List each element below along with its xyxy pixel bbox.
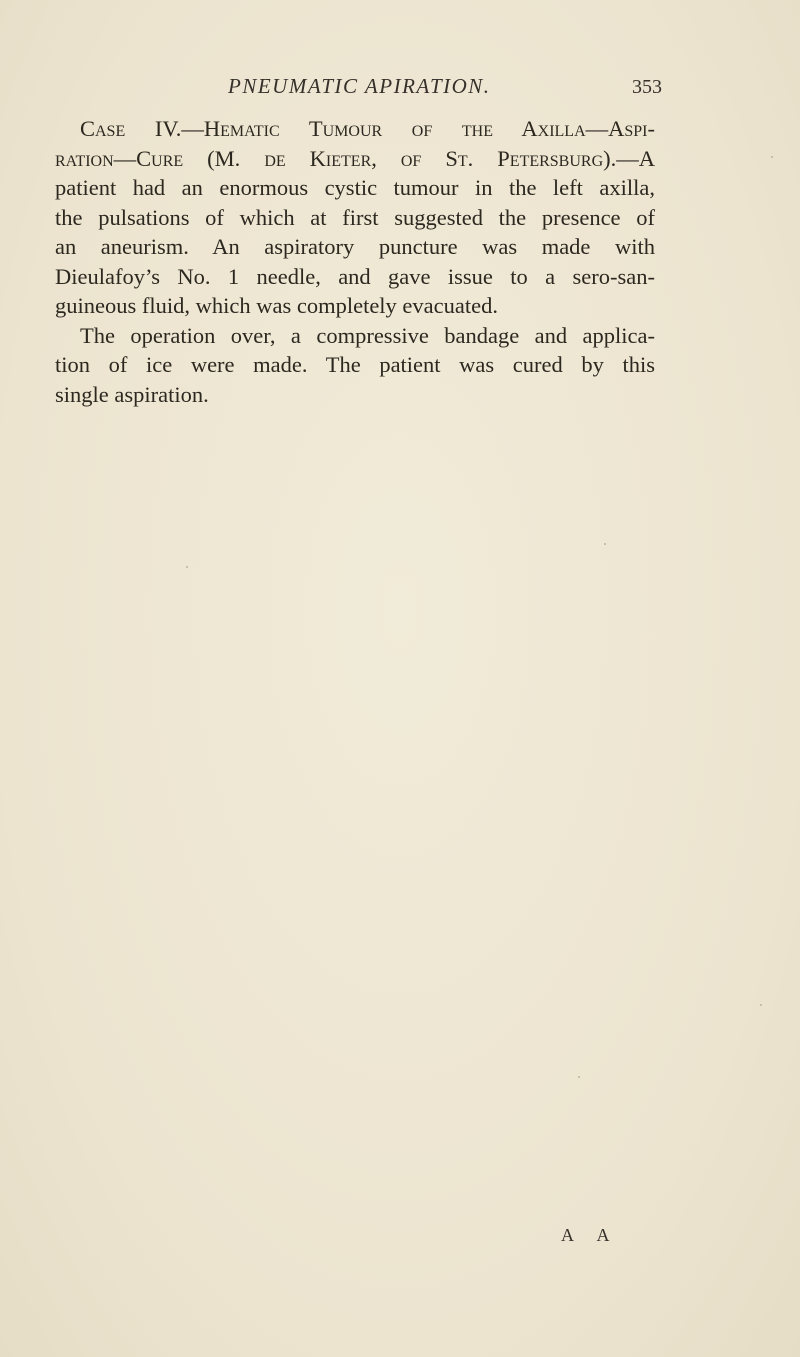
- text-line: single aspiration.: [55, 381, 209, 407]
- case-paragraph: [55, 114, 655, 409]
- text-line: tion of ice were made. The patient was cured by this: [55, 352, 655, 377]
- paper-speck: [186, 566, 188, 568]
- text-line: Case IV.—Hematic Tumour of the Axilla—Aspi-: [80, 116, 655, 141]
- page-number: 353: [632, 76, 662, 98]
- running-head: [0, 74, 800, 104]
- text-line: The operation over, a compressive bandage and applica-: [80, 322, 655, 348]
- text-line: an aneurism. An aspiratory puncture was made with: [55, 234, 655, 259]
- text-line: Dieulafoy’s No. 1 needle, and gave issue to a sero-san-: [55, 263, 655, 289]
- text-line: the pulsations of which at first suggested the presence of: [55, 204, 655, 230]
- paper-speck: [771, 156, 773, 158]
- text-line: patient had an enormous cystic tumour in the left axilla,: [55, 175, 655, 200]
- text-line: ration—Cure (M. de Kieter, of St. Petersburg).—A: [55, 145, 655, 171]
- text-line: guineous fluid, which was completely evacuated.: [55, 293, 498, 318]
- signature-mark: A A: [561, 1225, 620, 1245]
- paper-speck: [760, 1004, 762, 1006]
- paper-speck: [604, 543, 606, 545]
- paper-speck: [578, 1076, 580, 1078]
- running-title: PNEUMATIC APIRATION.: [228, 74, 491, 98]
